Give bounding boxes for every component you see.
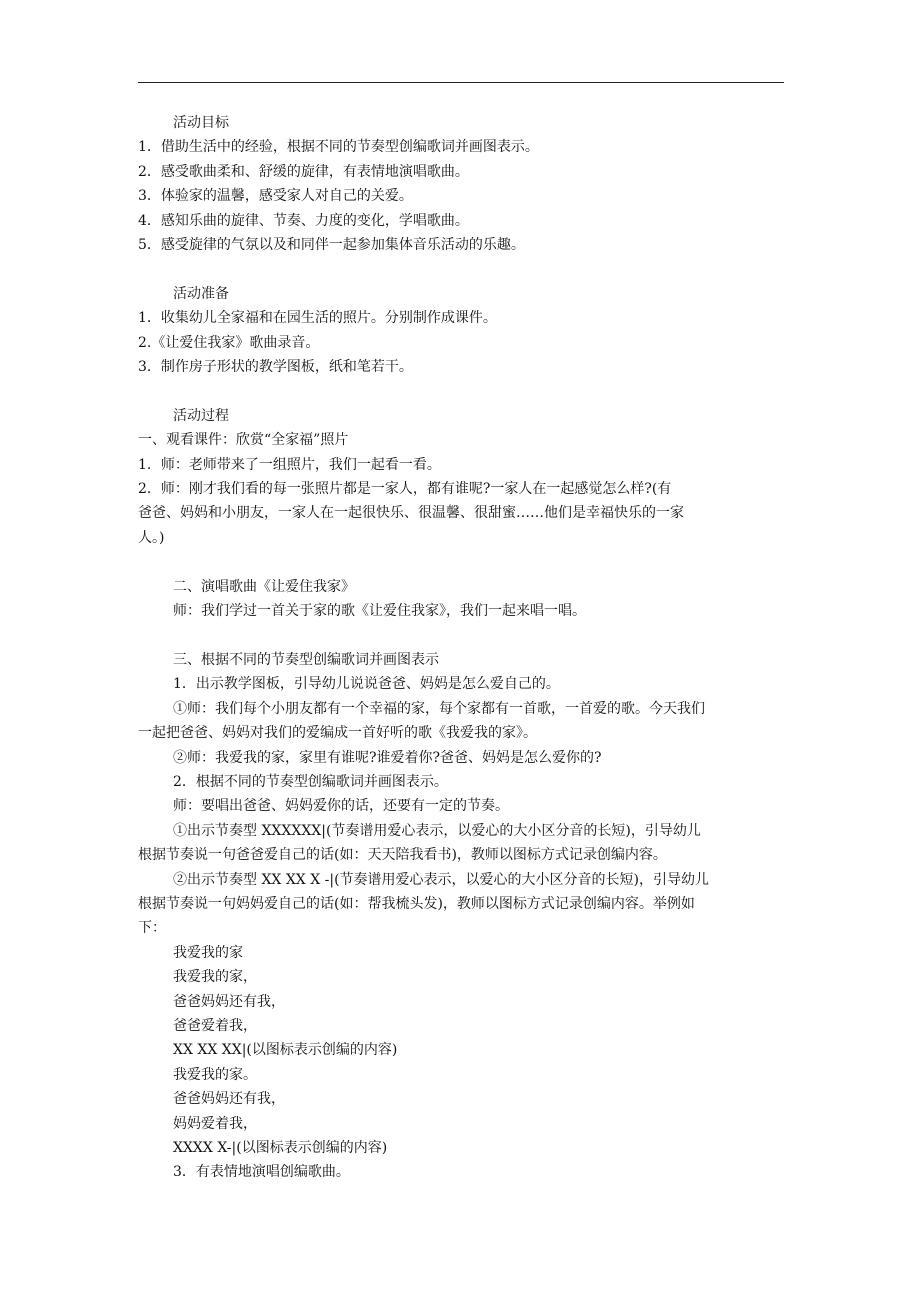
part3-line: 根据节奏说一句爸爸爱自己的话(如：天天陪我看书)，教师以图标方式记录创编内容。 [138,847,667,864]
part1-item: 1．师：老师带来了一组照片，我们一起看一看。 [138,456,441,473]
part3-line: 2．根据不同的节奏型创编歌词并画图表示。 [173,773,448,790]
part3-line: ①出示节奏型 XXXXXX|(节奏谱用爱心表示，以爱心的大小区分音的长短)，引导幼儿 [173,822,701,839]
part2-title: 二、演唱歌曲《让爱住我家》 [173,578,355,595]
prep-item: 1．收集幼儿全家福和在园生活的照片。分别制作成课件。 [138,310,497,327]
part1-title: 一、观看课件：欣赏“全家福”照片 [138,432,349,449]
song-line: 我爱我的家 [173,944,243,961]
song-line: 爸爸妈妈还有我， [173,993,285,1010]
header-rule [138,82,784,83]
part1-item-cont: 爸爸、妈妈和小朋友，一家人在一起很快乐、很温馨、很甜蜜……他们是幸福快乐的一家 [138,505,684,522]
goal-item: 3．体验家的温馨，感受家人对自己的关爱。 [138,188,413,205]
song-line: 妈妈爱着我， [173,1115,257,1132]
section-heading-process: 活动过程 [173,407,229,424]
part3-title: 三、根据不同的节奏型创编歌词并画图表示 [173,651,439,668]
part3-line: 3．有表情地演唱创编歌曲。 [173,1164,350,1181]
prep-item: 3．制作房子形状的教学图板，纸和笔若干。 [138,359,413,376]
part3-line: 根据节奏说一句妈妈爱自己的话(如：帮我梳头发)，教师以图标方式记录创编内容。举例如 [138,895,695,912]
prep-item: 2.《让爱住我家》歌曲录音。 [138,334,320,351]
song-line: 我爱我的家， [173,969,257,986]
goal-item: 5．感受旋律的气氛以及和同伴一起参加集体音乐活动的乐趣。 [138,237,525,254]
part3-line: 师：要唱出爸爸、妈妈爱你的话，还要有一定的节奏。 [173,798,509,815]
part2-text: 师：我们学过一首关于家的歌《让爱住我家》，我们一起来唱一唱。 [173,603,586,620]
section-heading-goals: 活动目标 [173,115,229,131]
song-line: 我爱我的家。 [173,1066,257,1083]
goal-item: 1．借助生活中的经验，根据不同的节奏型创编歌词并画图表示。 [138,139,539,156]
part3-line: ①师：我们每个小朋友都有一个幸福的家，每个家都有一首歌，一首爱的歌。今天我们 [173,700,705,717]
part1-item: 2．师：刚才我们看的每一张照片都是一家人，都有谁呢?一家人在一起感觉怎么样?(有 [138,481,672,498]
song-line: 爸爸妈妈还有我， [173,1091,285,1108]
song-line: 爸爸爱着我， [173,1017,257,1034]
document-body [138,111,788,1185]
song-line: XX XX XX|(以图标表示创编的内容) [173,1042,398,1059]
part3-line: ②师：我爱我的家，家里有谁呢?谁爱着你?爸爸、妈妈是怎么爱你的? [173,749,602,766]
song-line: XXXX X-|(以图标表示创编的内容) [173,1140,388,1156]
part3-line: ②出示节奏型 XX XX X -|(节奏谱用爱心表示，以爱心的大小区分音的长短)，引导幼儿 [173,871,710,888]
part3-line: 下： [138,920,166,937]
part3-line: 一起把爸爸、妈妈对我们的爱编成一首好听的歌《我爱我的家》。 [138,725,537,742]
goal-item: 4．感知乐曲的旋律、节奏、力度的变化，学唱歌曲。 [138,212,469,229]
goal-item: 2．感受歌曲柔和、舒缓的旋律，有表情地演唱歌曲。 [138,163,469,180]
part3-line: 1．出示教学图板，引导幼儿说说爸爸、妈妈是怎么爱自己的。 [173,676,560,693]
section-heading-prep: 活动准备 [173,285,229,302]
part1-item-cont: 人。) [138,529,165,546]
